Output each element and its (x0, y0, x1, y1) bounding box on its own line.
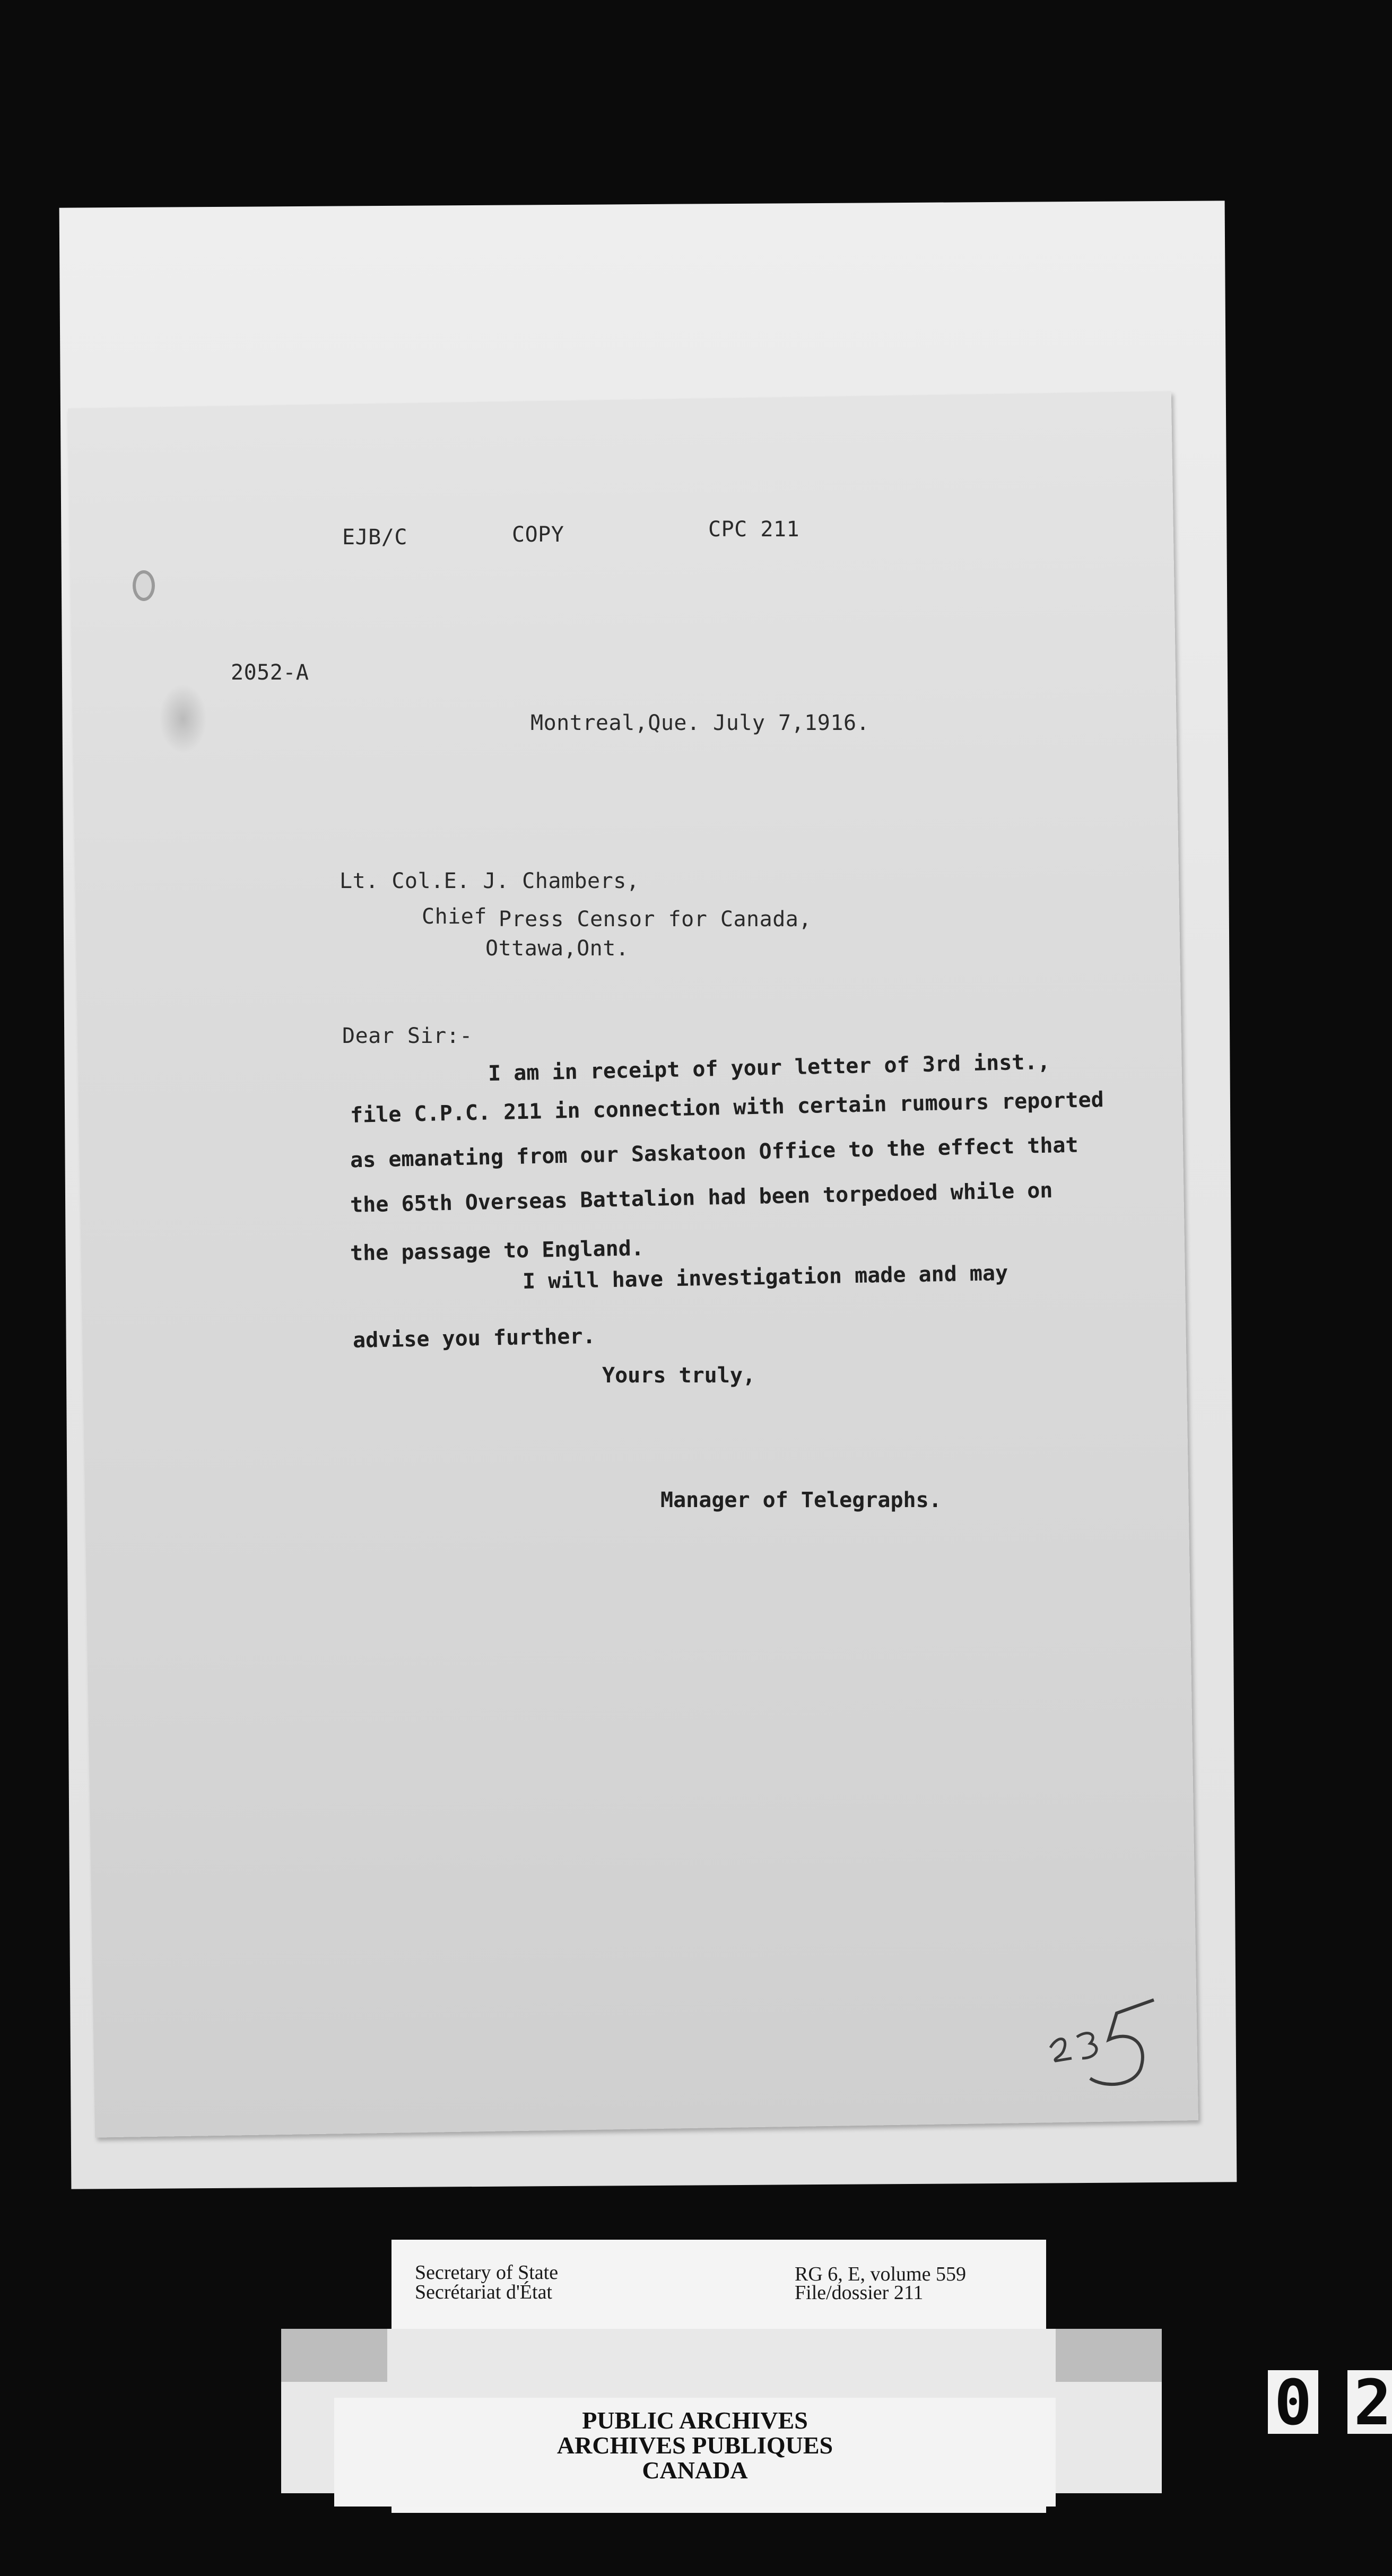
frame-digit: 2 (1354, 2366, 1392, 2439)
closing: Yours truly, (602, 1363, 755, 1388)
department-english: Secretary of State (415, 2261, 559, 2284)
body-line: the 65th Overseas Battalion had been torpedoed while on (350, 1178, 1053, 1217)
place-date: Montreal,Que. July 7,1916. (530, 711, 870, 735)
frame-digit: 0 (1274, 2366, 1312, 2439)
file-reference: CPC 211 (708, 517, 800, 542)
body-line: I will have investigation made and may (522, 1261, 1008, 1294)
holder-notch-left (281, 2329, 387, 2382)
addressee-title: Press Censor for Canada, (499, 907, 812, 932)
archives-stamp-line1: PUBLIC ARCHIVES (582, 2407, 808, 2434)
margin-number: 2052-A (231, 660, 309, 685)
archives-stamp-line2: ARCHIVES PUBLIQUES (556, 2432, 833, 2459)
body-line: I am in receipt of your letter of 3rd inst., (488, 1049, 1050, 1086)
department-french: Secrétariat d'État (415, 2281, 552, 2303)
body-line: the passage to England. (350, 1236, 645, 1266)
reference-initials: EJB/C (342, 525, 407, 550)
body-line: file C.P.C. 211 in connection with certain rumours reported (350, 1087, 1104, 1128)
handwritten-number (1040, 1984, 1162, 2090)
holder-notch-right (1056, 2329, 1162, 2382)
salutation: Dear Sir:- (342, 1024, 473, 1048)
archives-stamp-line3: CANADA (642, 2457, 748, 2484)
addressee-city: Ottawa,Ont. (485, 936, 629, 961)
volume-reference: RG 6, E, volume 559 (795, 2263, 966, 2285)
body-line: advise you further. (352, 1324, 596, 1353)
copy-label: COPY (512, 523, 564, 547)
addressee-name: Lt. Col.E. J. Chambers, (340, 869, 640, 893)
punch-hole (133, 570, 155, 601)
addressee-title-chief: Chief (422, 904, 487, 929)
letter-page (68, 391, 1198, 2137)
body-line: as emanating from our Saskatoon Office to the effect that (350, 1133, 1079, 1173)
smudge-mark (159, 684, 207, 753)
signature-title: Manager of Telegraphs. (660, 1488, 942, 1512)
file-dossier-reference: File/dossier 211 (795, 2282, 924, 2304)
